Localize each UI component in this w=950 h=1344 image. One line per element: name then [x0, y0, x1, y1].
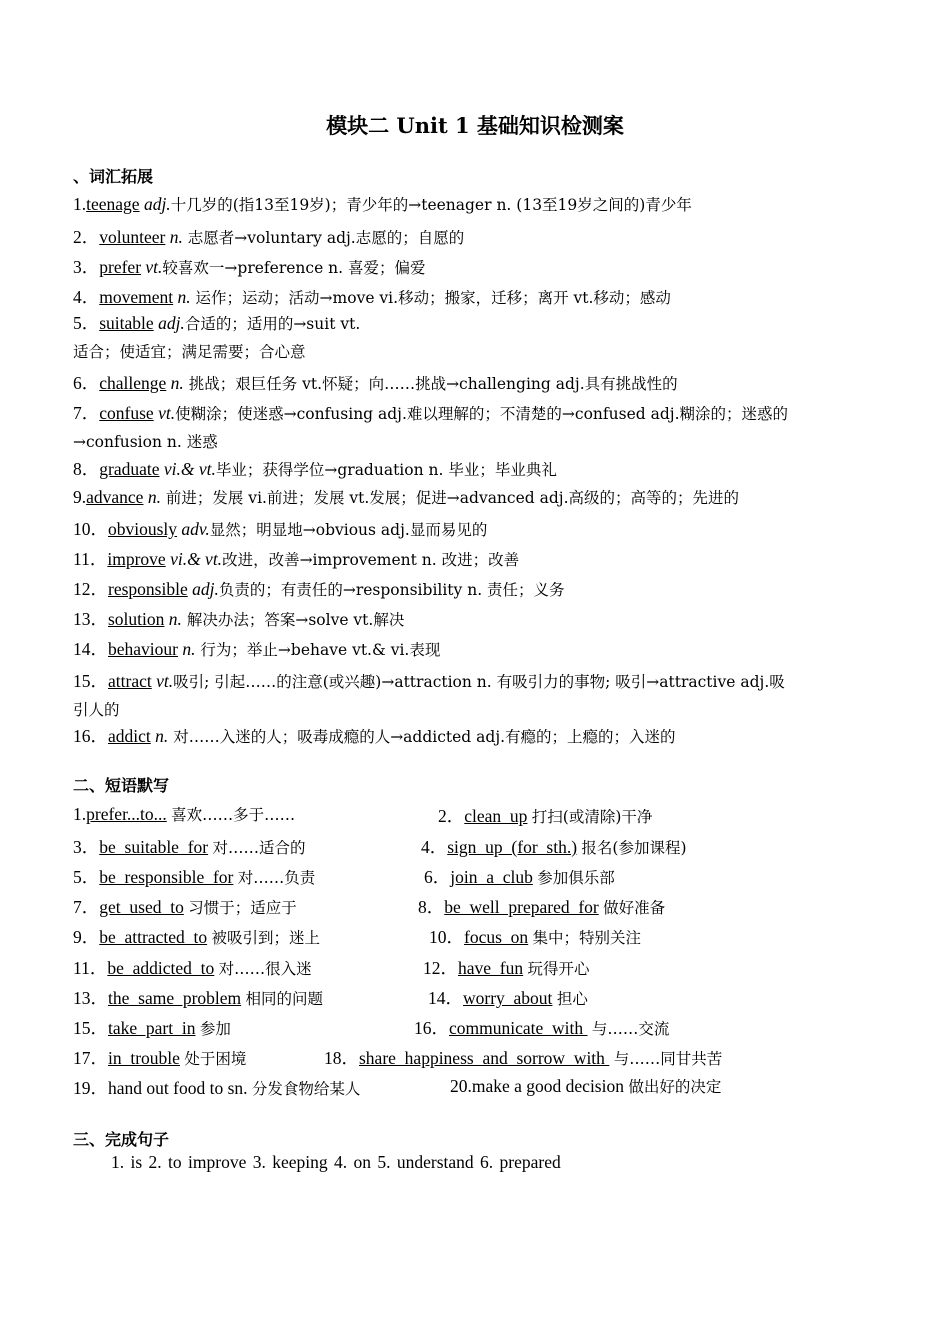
vocab-pos: vi.& vt.: [170, 549, 223, 569]
phrase-text: prefer...to...: [86, 804, 167, 824]
vocab-number: 15．: [73, 671, 108, 691]
phrase-item: [414, 1015, 669, 1040]
vocab-number: 1.: [73, 194, 87, 214]
phrase-item: [73, 864, 315, 889]
vocab-word: attract: [108, 671, 152, 691]
phrase-meaning: 做出好的决定: [628, 1078, 722, 1096]
vocab-line: [73, 668, 785, 693]
phrase-number: 18．: [324, 1048, 359, 1068]
vocab-number: 5．: [73, 313, 100, 333]
vocab-pos: n.: [155, 726, 169, 746]
vocab-line: [73, 400, 788, 425]
vocab-number: 14．: [73, 639, 108, 659]
vocab-number: 3．: [73, 257, 100, 277]
vocab-number: 8．: [73, 459, 100, 479]
phrase-number: 14．: [428, 988, 463, 1008]
vocab-definition: 行为；举止→behave vt.& vi.表现: [195, 641, 441, 659]
vocab-pos: vi.& vt.: [163, 459, 216, 479]
vocab-word: teenage: [86, 194, 140, 214]
vocab-pos: vt.: [145, 257, 163, 277]
phrase-item: [73, 1045, 246, 1070]
vocab-word: challenge: [99, 373, 167, 393]
phrase-item: [73, 985, 323, 1010]
phrase-text: hand out food to sn.: [108, 1078, 248, 1098]
sentence-answers: 1. is 2. to improve 3. keeping 4. on 5. understand 6. prepared: [111, 1152, 561, 1172]
phrase-meaning: 分发食物给某人: [251, 1080, 361, 1098]
phrase-number: 8．: [418, 897, 445, 917]
vocab-line: [73, 340, 306, 362]
vocab-definition: 对……入迷的人；吸毒成瘾的人→addicted adj.有瘾的；上瘾的；入迷的: [168, 728, 676, 746]
phrase-item: [73, 803, 295, 825]
vocab-number: 6．: [73, 373, 100, 393]
vocab-definition: →confusion n. 迷惑: [73, 433, 218, 451]
vocab-definition: 挑战；艰巨任务 vt.怀疑；向……挑战→challenging adj.具有挑战性的: [183, 375, 678, 393]
phrase-item: [73, 955, 312, 980]
phrase-number: 13．: [73, 988, 108, 1008]
phrase-number: 4．: [421, 837, 448, 857]
vocab-line: [73, 254, 426, 279]
vocab-line: [73, 546, 519, 571]
phrase-meaning: 担心: [556, 990, 588, 1008]
vocab-pos: adv.: [181, 519, 210, 539]
vocab-line: [73, 636, 440, 661]
vocab-pos: n.: [169, 227, 183, 247]
vocab-pos: vt.: [158, 403, 176, 423]
phrase-number: 2．: [438, 806, 465, 826]
phrase-text: join a club: [450, 867, 533, 887]
phrase-item: [73, 1075, 360, 1100]
phrase-number: 5．: [73, 867, 100, 887]
section-heading-phrases: 二、短语默写: [73, 776, 170, 795]
phrase-meaning: 与……交流: [591, 1020, 670, 1038]
vocab-definition: 引人的: [73, 701, 120, 719]
vocab-pos: n.: [170, 373, 184, 393]
phrase-item: [450, 1075, 721, 1097]
page-title: 模块二 Unit 1 基础知识检测案: [326, 113, 624, 138]
phrase-text: take part in: [108, 1018, 196, 1038]
vocab-line: [73, 576, 565, 601]
phrase-item: [438, 803, 652, 828]
phrase-number: 3．: [73, 837, 100, 857]
phrase-item: [73, 894, 297, 919]
vocab-word: behaviour: [108, 639, 178, 659]
phrase-number: 17．: [73, 1048, 108, 1068]
phrase-text: be responsible for: [99, 867, 234, 887]
phrase-item: [423, 955, 590, 980]
vocab-pos: n.: [147, 487, 161, 507]
vocab-number: 12．: [73, 579, 108, 599]
phrase-text: in trouble: [108, 1048, 180, 1068]
vocab-line: [73, 310, 360, 335]
vocab-word: prefer: [99, 257, 142, 277]
vocab-line: [73, 606, 404, 631]
phrase-item: [424, 864, 615, 889]
vocab-definition: 显然；明显地→obvious adj.显而易见的: [209, 521, 488, 539]
vocab-definition: 吸引; 引起……的注意(或兴趣)→attraction n. 有吸引力的事物; 吸引→attractive adj.吸: [173, 673, 785, 691]
vocab-definition: 毕业；获得学位→graduation n. 毕业；毕业典礼: [215, 461, 557, 479]
vocab-word: responsible: [108, 579, 188, 599]
vocab-word: volunteer: [99, 227, 166, 247]
vocab-definition: 较喜欢一→preference n. 喜爱；偏爱: [162, 259, 426, 277]
phrase-meaning: 被吸引到；迷上: [211, 929, 321, 947]
vocab-line: [73, 516, 487, 541]
phrase-meaning: 做好准备: [603, 899, 666, 917]
vocab-word: advance: [86, 487, 144, 507]
vocab-definition: 负责的；有责任的→responsibility n. 责任；义务: [218, 581, 565, 599]
vocab-number: 4．: [73, 287, 100, 307]
vocab-word: confuse: [99, 403, 154, 423]
vocab-word: graduate: [99, 459, 160, 479]
phrase-meaning: 处于困境: [184, 1050, 247, 1068]
section-heading-sentences: 三、完成句子: [73, 1130, 170, 1149]
phrase-number: 19．: [73, 1078, 108, 1098]
vocab-pos: n.: [168, 609, 182, 629]
vocab-word: solution: [108, 609, 165, 629]
phrase-meaning: 对……很入迷: [218, 960, 312, 978]
vocab-definition: 使糊涂；使迷惑→confusing adj.难以理解的；不清楚的→confused adj.糊涂的；迷惑的: [175, 405, 788, 423]
vocab-definition: 合适的；适用的→suit vt.: [184, 315, 361, 333]
vocab-line: [73, 486, 739, 508]
phrase-item: [73, 834, 306, 859]
vocab-definition: 前进；发展 vi.前进；发展 vt.发展；促进→advanced adj.高级的；高等的；先进的: [160, 489, 740, 507]
phrase-text: the same problem: [108, 988, 242, 1008]
phrase-item: [421, 834, 687, 859]
phrase-number: 20.: [450, 1076, 472, 1096]
phrase-text: be suitable for: [99, 837, 209, 857]
phrase-text: communicate with: [449, 1018, 588, 1038]
vocab-word: movement: [99, 287, 174, 307]
vocab-word: obviously: [108, 519, 178, 539]
phrase-meaning: 习惯于；适应于: [188, 899, 297, 917]
phrase-text: focus on: [464, 927, 529, 947]
phrase-number: 10．: [429, 927, 464, 947]
vocab-number: 16．: [73, 726, 108, 746]
phrase-meaning: 集中；特别关注: [532, 929, 642, 947]
phrase-meaning: 与……同甘共苦: [613, 1050, 723, 1068]
phrase-text: clean up: [464, 806, 528, 826]
phrase-meaning: 参加: [199, 1020, 231, 1038]
vocab-number: 9.: [73, 487, 87, 507]
vocab-line: [73, 193, 692, 215]
vocab-pos: adj.: [143, 194, 171, 214]
phrase-number: 15．: [73, 1018, 108, 1038]
vocab-line: [73, 284, 671, 309]
phrase-number: 16．: [414, 1018, 449, 1038]
vocab-definition: 适合；使适宜；满足需要；合心意: [73, 343, 306, 361]
vocab-number: 7．: [73, 403, 100, 423]
phrase-text: share happiness and sorrow with: [359, 1048, 610, 1068]
phrase-number: 1.: [73, 804, 87, 824]
vocab-number: 11．: [73, 549, 108, 569]
phrase-item: [429, 924, 641, 949]
phrase-meaning: 喜欢……多于……: [171, 806, 296, 824]
vocab-pos: n.: [182, 639, 196, 659]
phrase-meaning: 对……适合的: [212, 839, 306, 857]
vocab-definition: 志愿者→voluntary adj.志愿的；自愿的: [182, 229, 465, 247]
phrase-text: worry about: [463, 988, 553, 1008]
vocab-definition: 改进，改善→improvement n. 改进；改善: [222, 551, 520, 569]
vocab-line: [73, 370, 678, 395]
vocab-definition: 解决办法；答案→solve vt.解决: [181, 611, 405, 629]
phrase-meaning: 相同的问题: [245, 990, 324, 1008]
vocab-word: improve: [107, 549, 166, 569]
phrase-meaning: 对……负责: [237, 869, 316, 887]
phrase-meaning: 打扫(或清除)干净: [531, 808, 653, 826]
vocab-line: [73, 430, 218, 452]
phrase-meaning: 报名(参加课程): [581, 839, 687, 857]
phrase-number: 9．: [73, 927, 100, 947]
phrase-text: be addicted to: [107, 958, 215, 978]
phrase-item: [324, 1045, 722, 1070]
vocab-pos: vt.: [156, 671, 174, 691]
vocab-definition: 运作；运动；活动→move vi.移动；搬家，迁移；离开 vt.移动；感动: [190, 289, 671, 307]
section-heading-vocab: 、词汇拓展: [73, 167, 154, 186]
phrase-meaning: 参加俱乐部: [537, 869, 615, 887]
vocab-pos: n.: [177, 287, 191, 307]
phrase-number: 6．: [424, 867, 451, 887]
vocab-number: 10．: [73, 519, 108, 539]
phrase-number: 11．: [73, 958, 108, 978]
vocab-word: suitable: [99, 313, 154, 333]
vocab-pos: adj.: [192, 579, 219, 599]
vocab-line: [73, 723, 676, 748]
vocab-word: addict: [108, 726, 151, 746]
phrase-item: [73, 924, 320, 949]
vocab-number: 13．: [73, 609, 108, 629]
phrase-item: [418, 894, 665, 919]
phrase-text: sign up (for sth.): [447, 837, 578, 857]
phrase-text: get used to: [99, 897, 184, 917]
vocab-line: [73, 456, 557, 481]
vocab-pos: adj.: [158, 313, 185, 333]
phrase-meaning: 玩得开心: [527, 960, 590, 978]
phrase-text: be well prepared for: [444, 897, 599, 917]
phrase-number: 12．: [423, 958, 458, 978]
vocab-definition: 十几岁的(指13至19岁)；青少年的→teenager n. (13至19岁之间的)青少年: [170, 196, 692, 214]
phrase-item: [428, 985, 588, 1010]
vocab-number: 2．: [73, 227, 100, 247]
phrase-text: make a good decision: [471, 1076, 624, 1096]
phrase-number: 7．: [73, 897, 100, 917]
phrase-text: be attracted to: [99, 927, 208, 947]
phrase-text: have fun: [458, 958, 524, 978]
phrase-item: [73, 1015, 231, 1040]
vocab-line: [73, 224, 464, 249]
vocab-line: [73, 698, 120, 720]
